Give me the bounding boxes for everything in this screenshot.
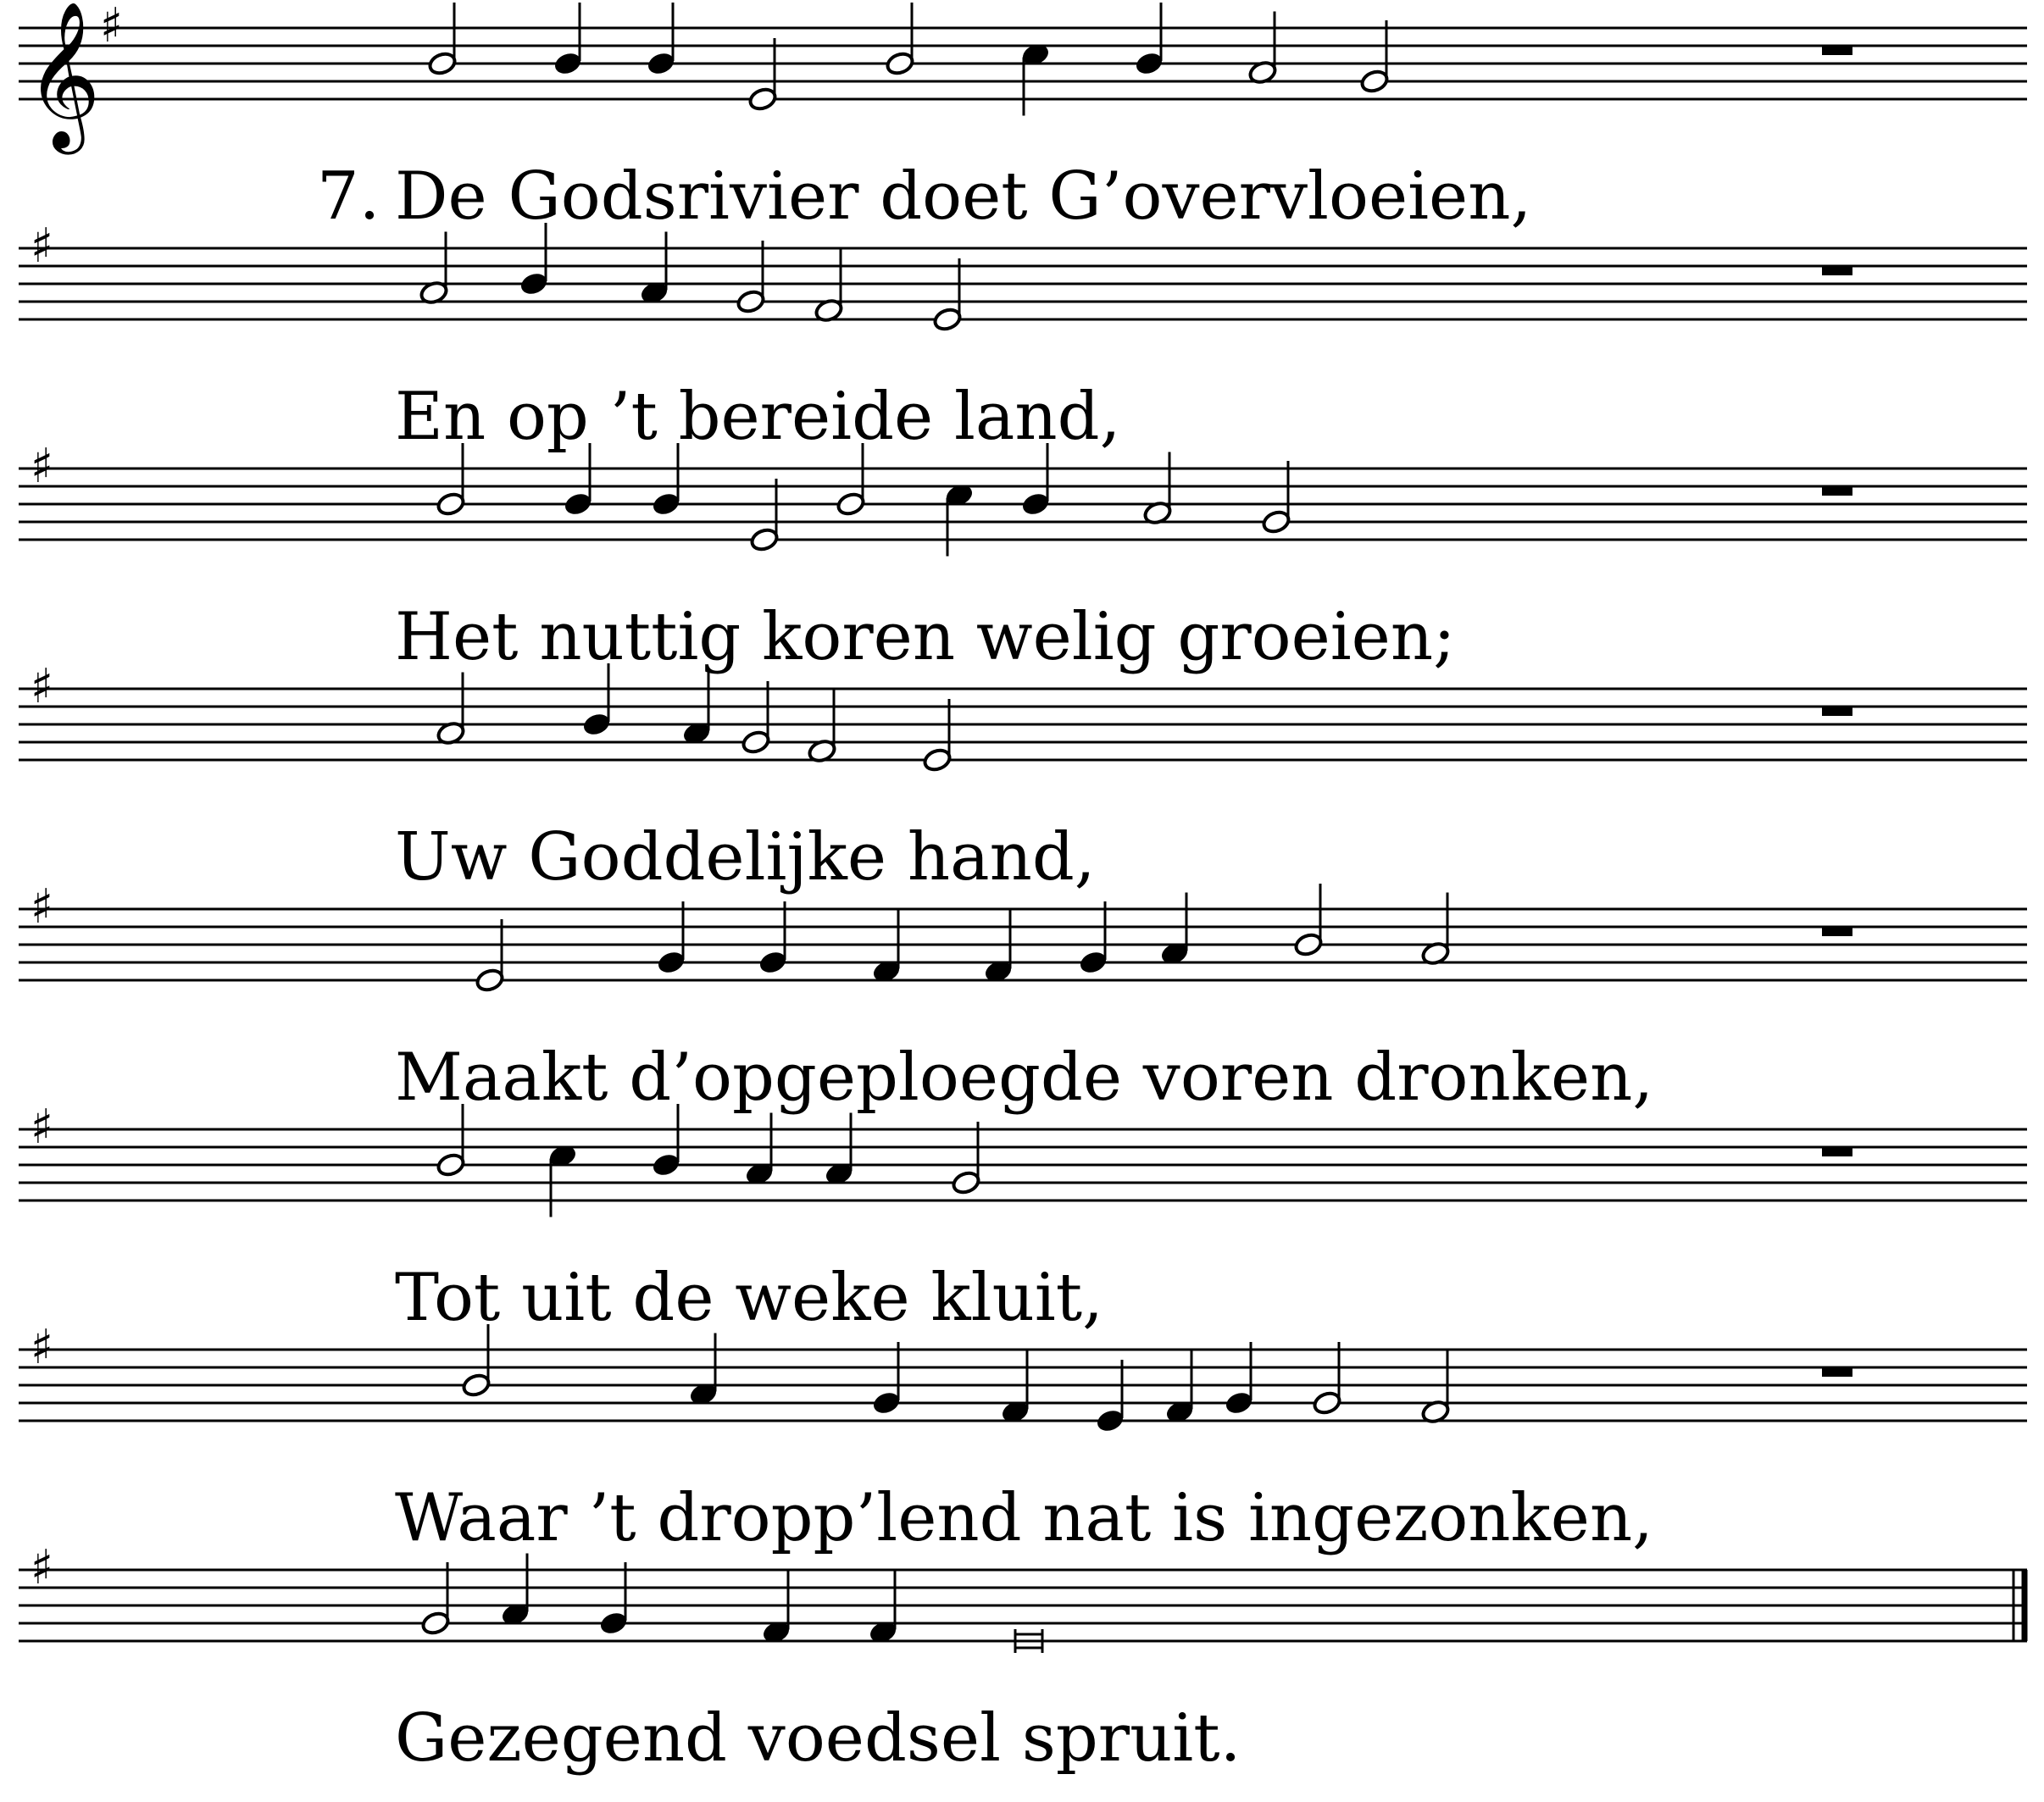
quarter-note [1020, 42, 1051, 115]
sharp-key-signature-icon: ♯ [100, 0, 124, 53]
half-note [951, 1122, 981, 1195]
sharp-key-signature-icon: ♯ [31, 1540, 54, 1595]
sharp-key-signature-icon: ♯ [31, 659, 54, 714]
lyric-line: Waar ’t dropp’lend nat is ingezonken, [395, 1480, 1653, 1556]
half-note [932, 258, 963, 332]
quarter-note [656, 901, 686, 975]
half-note [1420, 893, 1451, 967]
lyric-line: Tot uit de weke kluit, [395, 1260, 1103, 1336]
quarter-note [871, 1342, 902, 1416]
half-note [741, 681, 771, 755]
half-rest-icon [1822, 1368, 1852, 1377]
half-note [1142, 452, 1173, 526]
lyric-line: Het nuttig koren welig groeien; [395, 599, 1456, 675]
half-rest-icon [1822, 928, 1852, 936]
staff-system [19, 1100, 2027, 1336]
staff-system [19, 439, 2027, 675]
lyric-line: De Godsrivier doet G’overvloeien, [395, 158, 1532, 235]
quarter-note [598, 1562, 629, 1636]
half-note [1293, 884, 1324, 957]
quarter-note [681, 673, 712, 746]
half-rest-icon [1822, 487, 1852, 496]
quarter-note [824, 1113, 854, 1187]
quarter-note [646, 3, 676, 76]
half-note [1312, 1342, 1342, 1416]
half-note [419, 232, 449, 306]
half-note [1261, 461, 1291, 535]
half-note [1359, 20, 1390, 94]
lyric-line: Uw Goddelijke hand, [395, 819, 1096, 895]
quarter-note [1078, 901, 1108, 975]
quarter-note [758, 901, 788, 975]
staff-system [19, 219, 2027, 455]
half-note [922, 699, 953, 773]
treble-clef-icon: 𝄞 [25, 1, 101, 148]
half-note [1247, 12, 1278, 86]
quarter-note [639, 232, 669, 306]
half-note [436, 673, 466, 746]
quarter-note [1000, 1351, 1030, 1425]
half-note [807, 690, 837, 764]
sharp-key-signature-icon: ♯ [31, 219, 54, 274]
sharp-key-signature-icon: ♯ [31, 1100, 54, 1155]
half-note [747, 38, 778, 112]
quarter-note [871, 911, 902, 984]
half-note [427, 3, 458, 76]
half-rest-icon [1822, 1148, 1852, 1156]
quarter-note [983, 911, 1014, 984]
lyric-line: Gezegend voedsel spruit. [395, 1700, 1241, 1777]
half-note [1420, 1351, 1451, 1425]
quarter-note [500, 1554, 530, 1627]
half-note [475, 919, 505, 993]
half-rest-icon [1822, 707, 1852, 716]
half-note [885, 3, 915, 76]
quarter-note [1159, 893, 1190, 967]
half-note [736, 241, 766, 314]
quarter-note [1095, 1360, 1125, 1433]
staff-system [19, 879, 2027, 1116]
quarter-note [944, 482, 975, 556]
lyric-line: Maakt d’opgeploegde voren dronken, [395, 1040, 1654, 1116]
quarter-note [744, 1113, 775, 1187]
staff-system [19, 0, 2027, 235]
quarter-note [868, 1572, 898, 1645]
staff-system [19, 1320, 2027, 1556]
sharp-key-signature-icon: ♯ [31, 1320, 54, 1375]
half-rest-icon [1822, 267, 1852, 275]
staff-system [19, 659, 2027, 895]
quarter-note [1224, 1342, 1254, 1416]
staff-system [19, 1540, 2027, 1777]
quarter-note [761, 1572, 791, 1645]
sharp-key-signature-icon: ♯ [31, 439, 54, 494]
half-note [420, 1562, 451, 1636]
verse-number: 7. [317, 158, 380, 235]
quarter-note [553, 3, 583, 76]
half-note [749, 479, 780, 552]
quarter-note [547, 1143, 578, 1217]
lyric-line: En op ’t bereide land, [395, 379, 1121, 455]
quarter-note [1164, 1351, 1195, 1425]
sharp-key-signature-icon: ♯ [31, 879, 54, 934]
half-note [814, 250, 844, 324]
half-rest-icon [1822, 47, 1852, 55]
quarter-note [688, 1333, 719, 1407]
quarter-note [1134, 3, 1164, 76]
breve-note [1015, 1629, 1042, 1653]
